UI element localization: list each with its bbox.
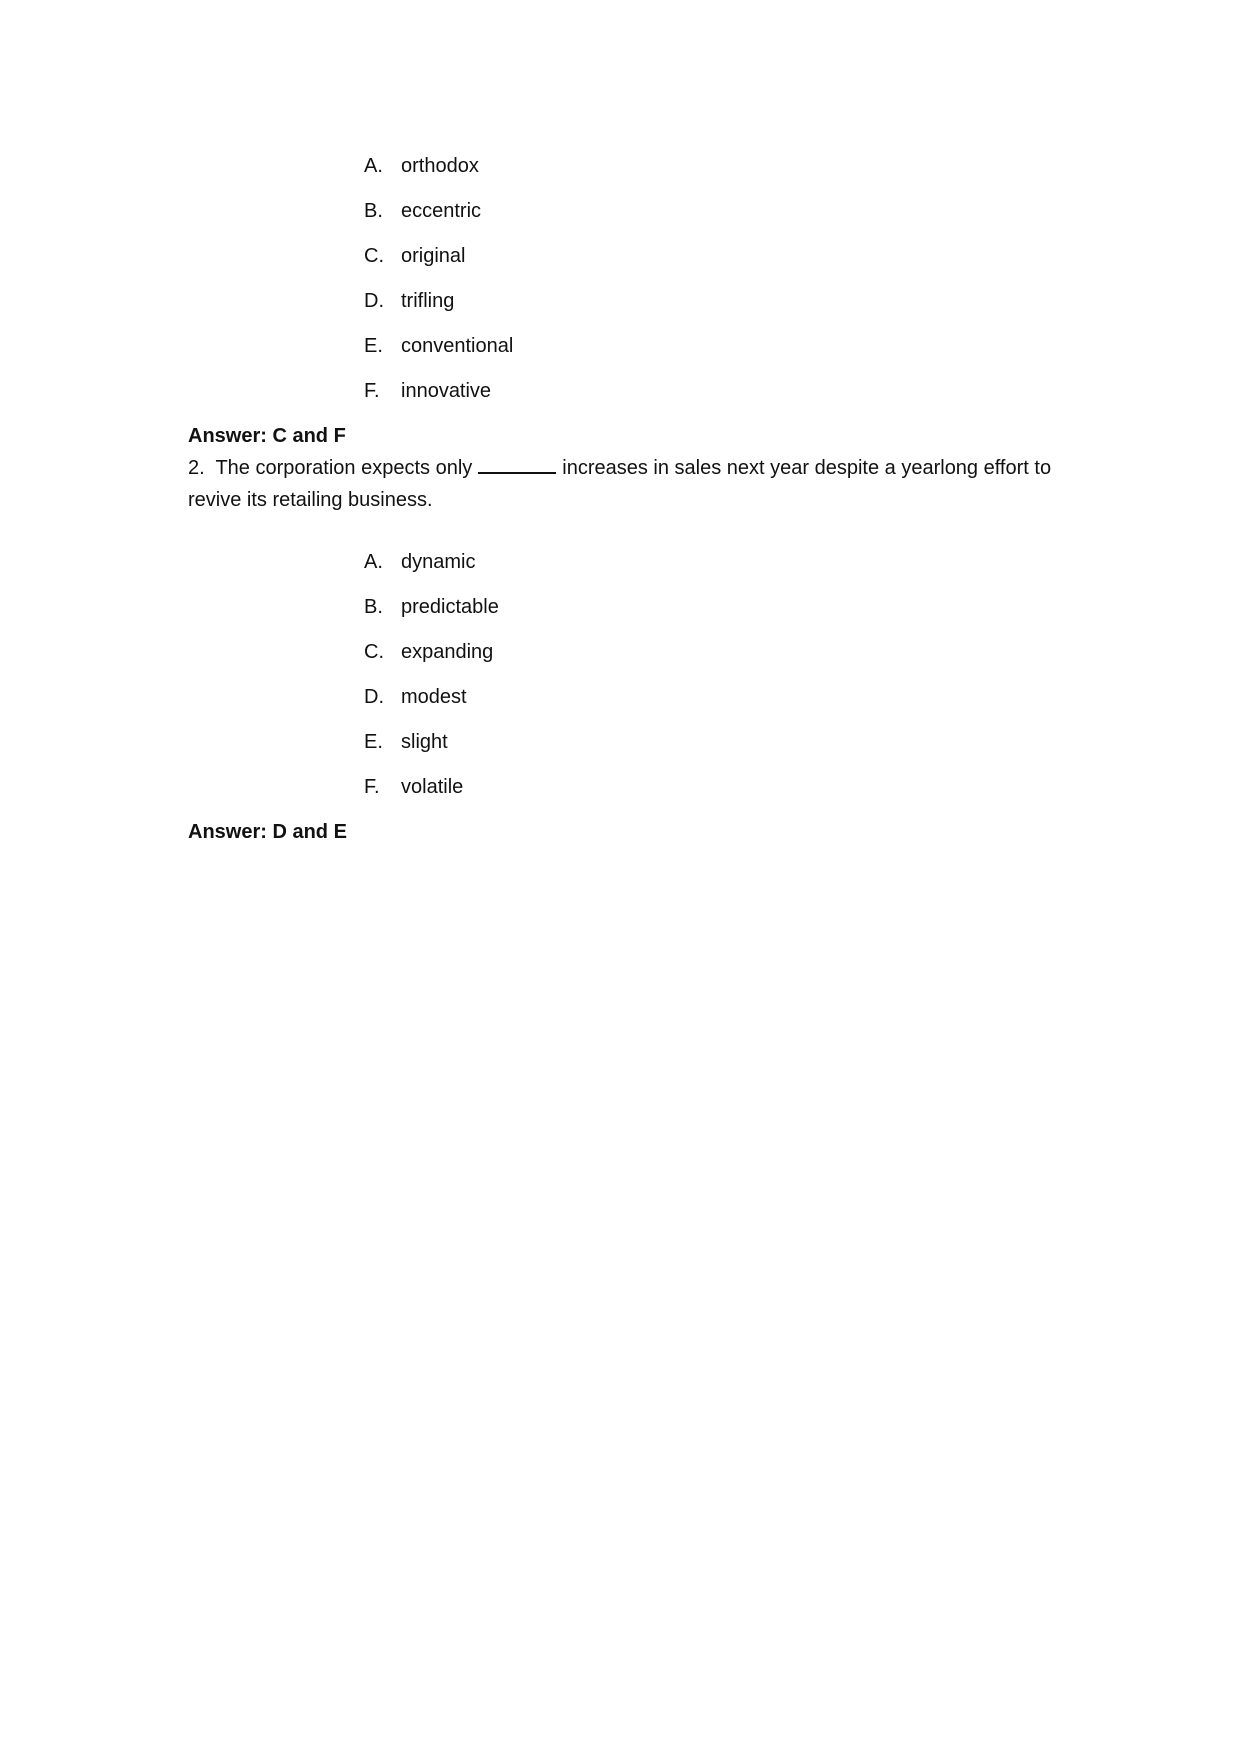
option-letter: A. [364,155,383,177]
option-f [364,379,513,424]
option-text: conventional [401,335,514,357]
option-letter: C. [364,641,384,663]
option-text: innovative [401,380,492,402]
option-letter: B. [364,596,383,618]
option-text: predictable [401,596,499,618]
option-letter: D. [364,686,384,708]
option-b [364,595,499,640]
option-a [364,550,499,595]
option-f [364,775,499,820]
option-a [364,154,513,199]
option-e [364,730,499,775]
option-text: original [401,245,466,267]
option-letter: E. [364,335,383,357]
option-c [364,244,513,289]
answer-blank [478,456,556,474]
option-c [364,640,499,685]
option-text: expanding [401,641,494,663]
option-text: modest [401,686,467,708]
question-text-after: increases in sales next year despite a yearlong effort to revive its retailing business. [188,457,1052,511]
option-e [364,334,513,379]
option-letter: E. [364,731,383,753]
question2-options [364,550,499,820]
option-d [364,685,499,730]
option-letter: B. [364,200,383,222]
question-number: 2. [188,457,205,479]
option-letter: C. [364,245,384,267]
option-letter: D. [364,290,384,312]
option-text: volatile [401,776,464,798]
question-text-before: The corporation expects only [215,457,473,479]
option-letter: F. [364,380,380,402]
option-letter: F. [364,776,380,798]
option-text: trifling [401,290,455,312]
question1-options [364,154,513,424]
option-text: slight [401,731,448,753]
question1-answer: Answer: C and F [188,425,346,447]
question2-answer: Answer: D and E [188,821,347,843]
option-text: eccentric [401,200,482,222]
option-letter: A. [364,551,383,573]
option-d [364,289,513,334]
option-b [364,199,513,244]
option-text: dynamic [401,551,476,573]
option-text: orthodox [401,155,479,177]
question2-stem [188,452,1068,516]
